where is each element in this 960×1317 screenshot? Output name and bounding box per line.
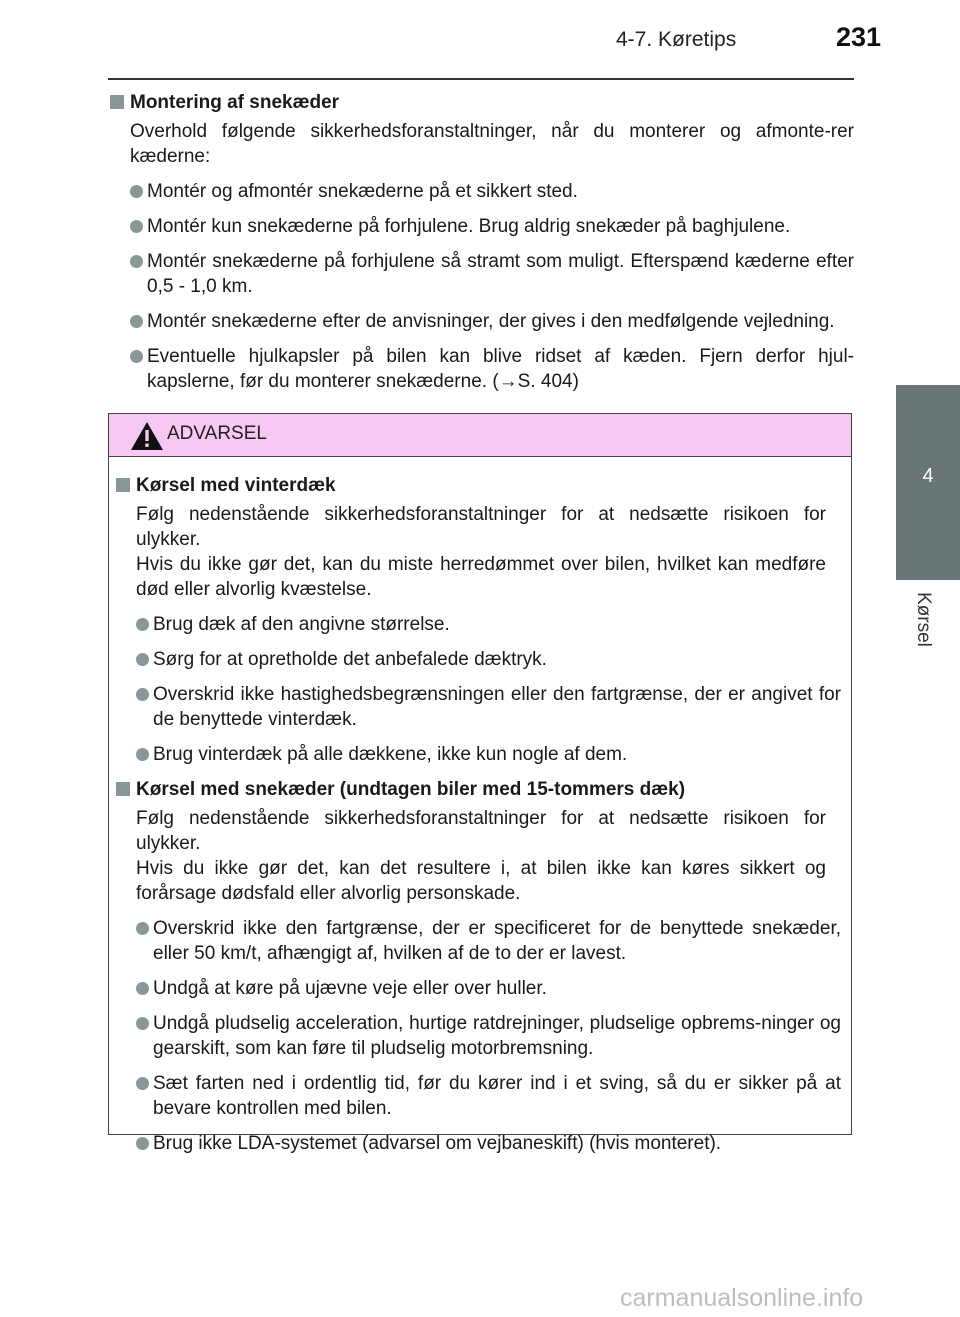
- square-bullet-icon: [116, 478, 130, 492]
- list-item: [136, 612, 841, 637]
- list-item: [136, 647, 841, 672]
- list-item-text: Eventuelle hjulkapsler på bilen kan blive ridset af kæden. Fjern derfor hjul-kapslerne, før du monterer snekæderne. (→S. 404): [147, 346, 854, 392]
- list-item: [136, 742, 841, 767]
- warning-triangle-icon: [129, 420, 165, 452]
- list-item: [130, 344, 854, 394]
- list-item-text: Montér snekæderne efter de anvisninger, der gives i den medfølgende vejledning.: [147, 311, 835, 332]
- page-number: 231: [836, 22, 882, 52]
- warning-subsection-heading: [114, 777, 841, 802]
- subsection-heading-text: Kørsel med snekæder (undtagen biler med 15-tommers dæk): [136, 779, 686, 800]
- warning-intro: Følg nedenstående sikkerhedsforanstaltninger for at nedsætte risikoen for ulykker.: [136, 504, 826, 550]
- bullet-dot-icon: [130, 185, 143, 198]
- subsection-heading-text: Kørsel med vinterdæk: [136, 475, 336, 496]
- bullet-dot-icon: [136, 688, 149, 701]
- bullet-dot-icon: [130, 220, 143, 233]
- list-item-text: Montér og afmontér snekæderne på et sikkert sted.: [147, 181, 578, 202]
- list-item-text: Undgå at køre på ujævne veje eller over huller.: [153, 978, 547, 999]
- list-item: [130, 179, 854, 204]
- list-item-text: Montér kun snekæderne på forhjulene. Brug aldrig snekæder på baghjulene.: [147, 216, 791, 237]
- warning-title: ADVARSEL: [167, 423, 267, 444]
- bullet-dot-icon: [130, 350, 143, 363]
- list-item: [136, 1071, 841, 1121]
- header-section-title: 4-7. Køretips: [616, 28, 737, 51]
- list-item-text: Sørg for at opretholde det anbefalede dæktryk.: [153, 649, 547, 670]
- list-item: [130, 214, 854, 239]
- bullet-dot-icon: [136, 748, 149, 761]
- warning-header: [109, 414, 851, 457]
- list-item: [136, 1011, 841, 1061]
- bullet-dot-icon: [136, 653, 149, 666]
- list-item-text: Sæt farten ned i ordentlig tid, før du kører ind i et sving, så du er sikker på at bevare kontrollen med bilen.: [153, 1073, 841, 1119]
- bullet-dot-icon: [136, 1017, 149, 1030]
- bullet-dot-icon: [136, 1137, 149, 1150]
- bullet-dot-icon: [130, 255, 143, 268]
- section-heading: [108, 90, 854, 115]
- chapter-tab: [896, 385, 960, 580]
- warning-intro-2: Hvis du ikke gør det, kan det resultere i, at bilen ikke kan køres sikkert og forårsage dødsfald eller alvorlig personskade.: [136, 858, 826, 904]
- chapter-label: Kørsel: [913, 592, 934, 647]
- chapter-label-container: [890, 582, 950, 662]
- list-item-text: Overskrid ikke hastighedsbegrænsningen eller den fartgrænse, der er angivet for de benyttede vinterdæk.: [153, 684, 841, 730]
- square-bullet-icon: [110, 95, 124, 109]
- section-intro: Overhold følgende sikkerhedsforanstaltninger, når du monterer og afmonte-rer kæderne:: [130, 121, 854, 167]
- bullet-dot-icon: [136, 618, 149, 631]
- list-item: [136, 916, 841, 966]
- list-item-text: Brug ikke LDA-systemet (advarsel om vejbaneskift) (hvis monteret).: [153, 1133, 722, 1154]
- square-bullet-icon: [116, 782, 130, 796]
- list-item: [136, 682, 841, 732]
- bullet-dot-icon: [136, 1077, 149, 1090]
- list-item-text: Montér snekæderne på forhjulene så stramt som muligt. Efterspænd kæderne efter 0,5 - 1,0 km.: [147, 251, 854, 297]
- list-item: [130, 309, 854, 334]
- warning-body: [109, 457, 851, 1156]
- chapter-number: 4: [922, 465, 934, 487]
- warning-box: [108, 413, 852, 1154]
- header-divider: [108, 78, 854, 80]
- bullet-dot-icon: [136, 982, 149, 995]
- watermark: carmanualsonline.info: [620, 1284, 864, 1312]
- list-item: [136, 1131, 841, 1156]
- bullet-dot-icon: [136, 922, 149, 935]
- list-item: [136, 976, 841, 1001]
- list-item-text: Overskrid ikke den fartgrænse, der er specificeret for de benyttede snekæder, eller 50 km/t, afhængigt af, hvilken af de to der er lavest.: [153, 918, 841, 964]
- list-item-text: Brug dæk af den angivne størrelse.: [153, 614, 450, 635]
- warning-intro-2: Hvis du ikke gør det, kan du miste herredømmet over bilen, hvilket kan medføre død eller alvorlig kvæstelse.: [136, 554, 826, 600]
- list-item: [130, 249, 854, 299]
- section-heading-text: Montering af snekæder: [130, 92, 340, 113]
- list-item-text: Brug vinterdæk på alle dækkene, ikke kun nogle af dem.: [153, 744, 628, 765]
- main-content: [108, 90, 854, 404]
- warning-subsection-heading: [114, 473, 841, 498]
- list-item-text: Undgå pludselig acceleration, hurtige ratdrejninger, pludselige opbrems-ninger og gearskift, som kan føre til pludselig motorbremsning.: [153, 1013, 841, 1059]
- warning-intro: Følg nedenstående sikkerhedsforanstaltninger for at nedsætte risikoen for ulykker.: [136, 808, 826, 854]
- bullet-dot-icon: [130, 315, 143, 328]
